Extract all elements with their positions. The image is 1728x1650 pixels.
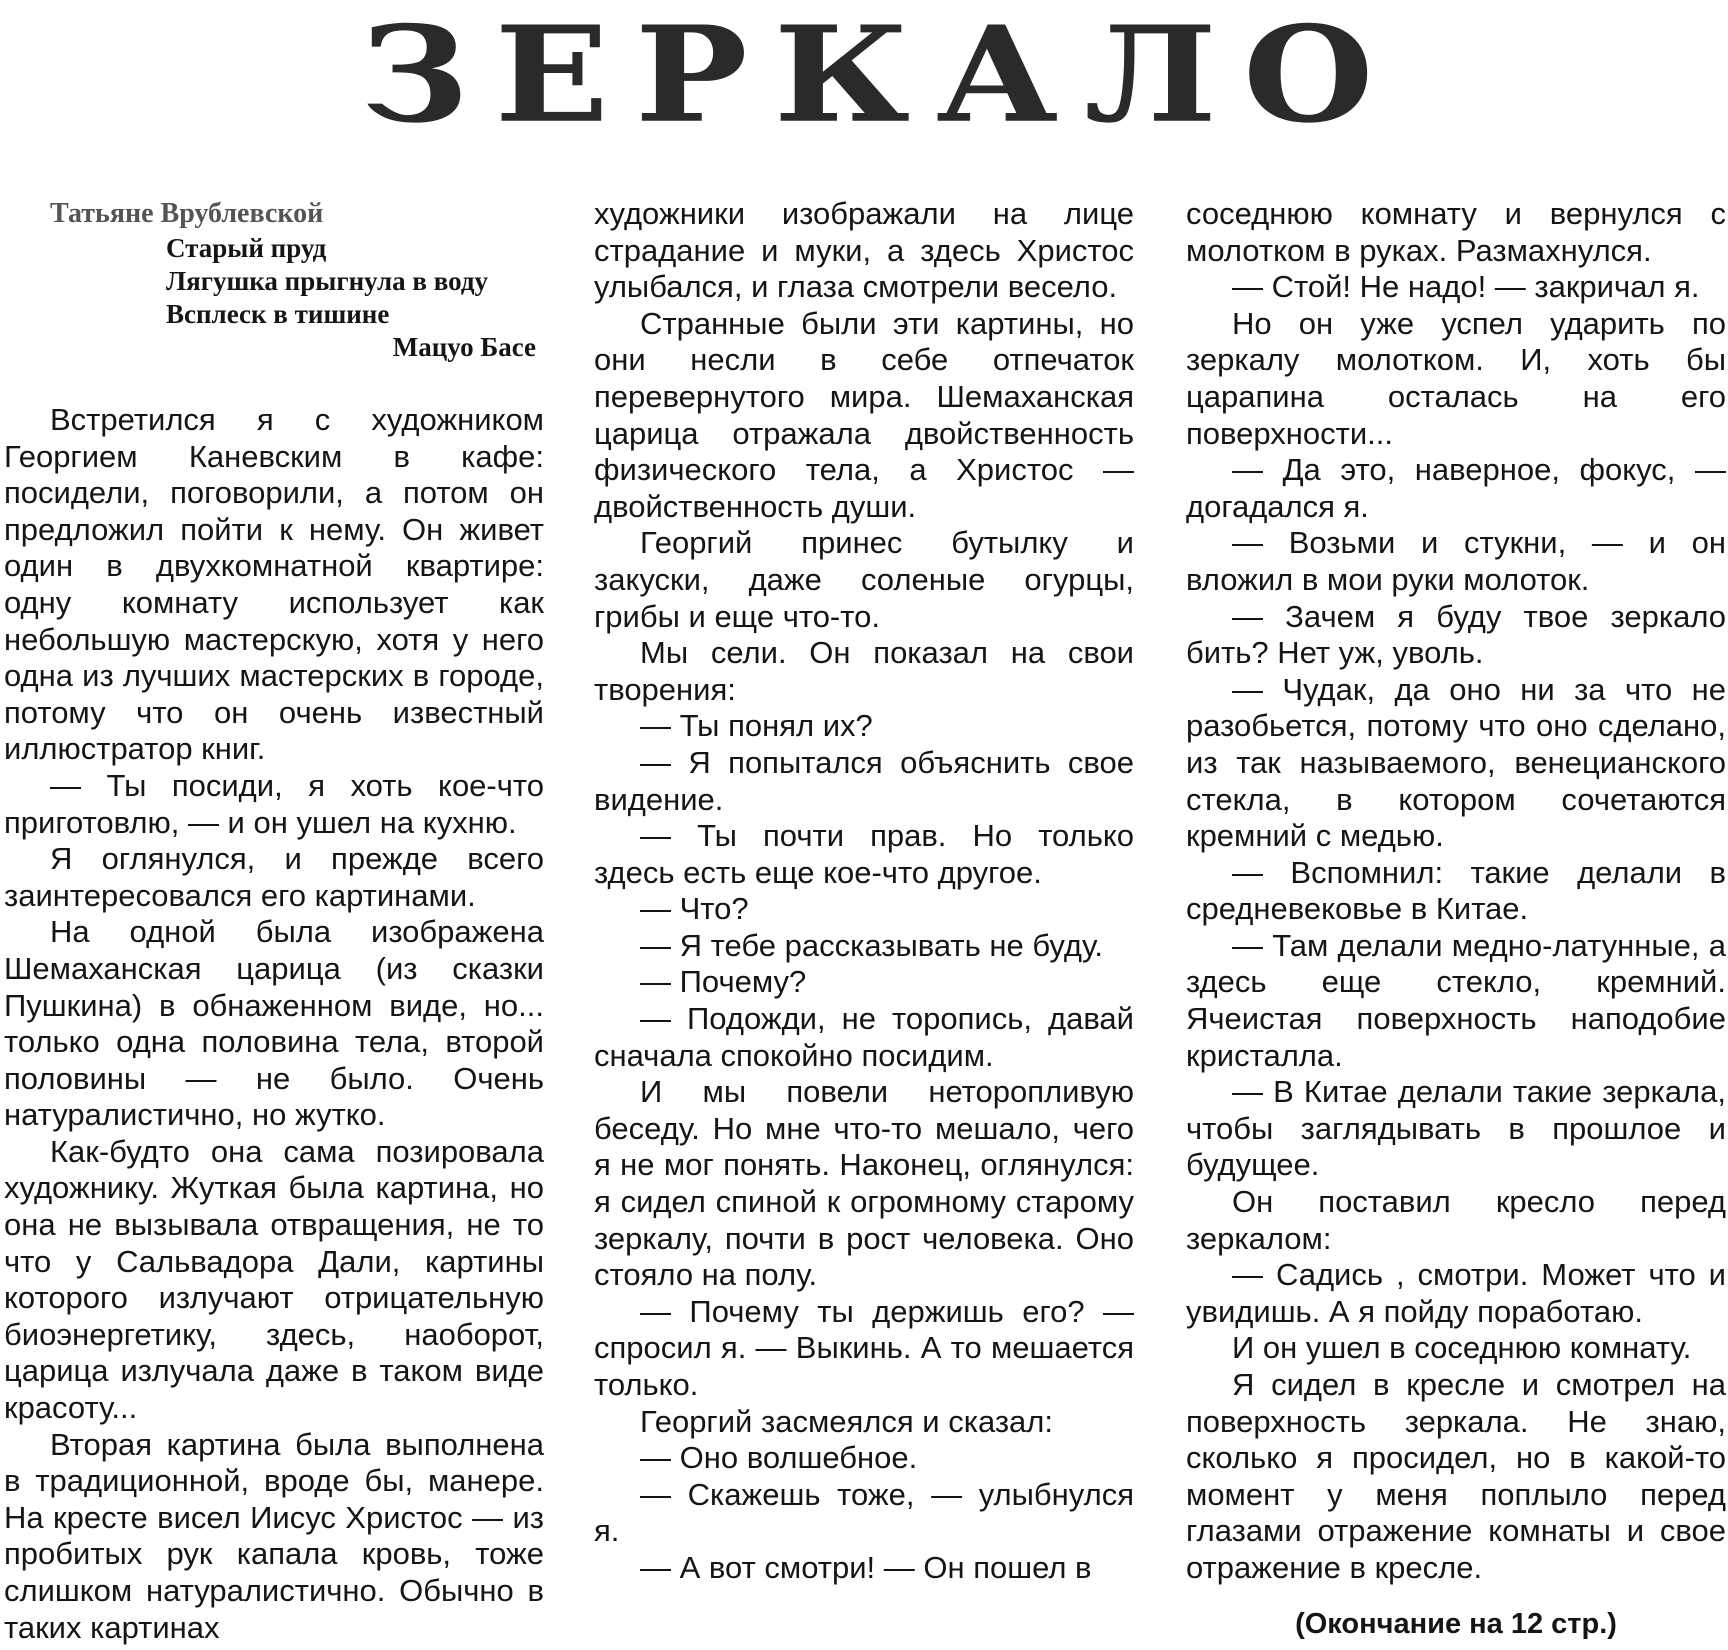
paragraph: Встретился я с художником Георгием Каневским в кафе: посидели, поговорили, а потом он предложил пойти к нему. Он живет один в двухкомнатной квартире: одну комнату использует как небольшую мастерскую, хотя у него одна из лучших мастерских в городе, потому что он очень известный иллюстратор книг. <box>4 402 544 767</box>
paragraph: Вторая картина была выполнена в традиционной, вроде бы, манере. На кресте висел Иисус Христос — из пробитых рук капала кровь, тоже слишком натуралистично. Обычно в таких картинах <box>4 1426 544 1645</box>
paragraph: — Почему? <box>640 964 807 1000</box>
epigraph-author: Мацуо Басе <box>392 332 536 362</box>
paragraph: — Ты понял их? <box>640 708 873 744</box>
masthead <box>170 0 1590 153</box>
paragraph: — Ты посиди, я хоть кое-что приготовлю, — и он ушел на кухню. <box>4 767 544 840</box>
paragraph: — Я попытался объяснить свое видение. <box>594 744 1134 817</box>
paragraph: Мы сели. Он показал на свои творения: <box>594 635 1134 707</box>
paragraph: — Подожди, не торопись, давай сначала спокойно посидим. <box>594 1001 1134 1073</box>
paragraph: — Садись , смотри. Может что и увидишь. А я пойду поработаю. <box>1186 1257 1726 1329</box>
paragraph: — Да это, наверное, фокус, — догадался я. <box>1186 452 1726 524</box>
paragraph: — Чудак, да оно ни за что не разобьется, потому что оно сделано, из так называемого, венецианского стекла, в котором сочетаются кремний с медью. <box>1186 671 1726 854</box>
paragraph: Странные были эти картины, но они несли в себе отпечаток перевернутого мира. Шемаханская царица отражала двойственность физического тела, а Христос — двойственность души. <box>594 305 1134 524</box>
column-3 <box>1186 196 1726 1587</box>
column-1 <box>4 196 544 1646</box>
paragraph: Георгий засмеялся и сказал: <box>640 1403 1053 1439</box>
paragraph: Как-будто она сама позировала художнику. Жуткая была картина, но она не вызывала отвращения, не то что у Сальвадора Дали, картины которого излучают отрицательную биоэнергетику, здесь, наоборот, царица излучала даже в таком виде красоту... <box>4 1133 544 1426</box>
masthead-title: ЗЕРКАЛО <box>360 0 1400 153</box>
epigraph-line: Лягушка прыгнула в воду <box>166 266 488 296</box>
paragraph: соседнюю комнату и вернулся с молотком в руках. Размахнулся. <box>1186 196 1726 268</box>
epigraph-line: Всплеск в тишине <box>166 299 390 329</box>
dedication: Татьяне Врублевской <box>50 198 324 229</box>
paragraph: И он ушел в соседнюю комнату. <box>1232 1330 1692 1366</box>
paragraph: Георгий принес бутылку и закуски, даже соленые огурцы, грибы и еще что-то. <box>594 525 1134 634</box>
paragraph: художники изображали на лице страдание и муки, а здесь Христос улыбался, и глаза смотрели весело. <box>594 196 1134 305</box>
paragraph: — Я тебе рассказывать не буду. <box>640 927 1103 963</box>
paragraph: Но он уже успел ударить по зеркалу молотком. И, хоть бы царапина осталась на его поверхности... <box>1186 305 1726 451</box>
column-2 <box>594 196 1134 1587</box>
paragraph: Я сидел в кресле и смотрел на поверхность зеркала. Не знаю, сколько я просидел, но в какой-то момент у меня поплыло перед глазами отражение комнаты и свое отражение в кресле. <box>1186 1367 1726 1585</box>
paragraph: Я оглянулся, и прежде всего заинтересовался его картинами. <box>4 841 544 913</box>
paragraph: — Возьми и стукни, — и он вложил в мои руки молоток. <box>1186 525 1726 597</box>
continued-note: (Окончание на 12 стр.) <box>1295 1608 1617 1640</box>
paragraph: — Вспомнил: такие делали в средневековье в Китае. <box>1186 854 1726 927</box>
paragraph: На одной была изображена Шемаханская царица (из сказки Пушкина) в обнаженном виде, но... только одна половина тела, второй половины — не было. Очень натуралистично, но жутко. <box>4 914 544 1133</box>
paragraph: — Оно волшебное. <box>640 1440 918 1476</box>
paragraph: — В Китае делали такие зеркала, чтобы заглядывать в прошлое и будущее. <box>1186 1074 1726 1183</box>
epigraph <box>4 232 544 364</box>
paragraph: — Стой! Не надо! — закричал я. <box>1232 269 1700 305</box>
paragraph: — Там делали медно-латунные, а здесь еще стекло, кремний. Ячеистая поверхность наподобие кристалла. <box>1186 927 1726 1073</box>
paragraph: — Почему ты держишь его? — спросил я. — Выкинь. А то мешается только. <box>594 1293 1134 1402</box>
paragraph: И мы повели неторопливую беседу. Но мне что-то мешало, чего я не мог понять. Наконец, оглянулся: я сидел спиной к огромному старому зеркалу, почти в рост человека. Оно стояло на полу. <box>594 1074 1134 1293</box>
paragraph: — Зачем я буду твое зеркало бить? Нет уж, уволь. <box>1186 598 1726 671</box>
paragraph: — Что? <box>640 891 749 927</box>
paragraph: — А вот смотри! — Он пошел в <box>640 1549 1092 1585</box>
paragraph: — Скажешь тоже, — улыбнулся я. <box>594 1476 1134 1549</box>
epigraph-line: Старый пруд <box>166 233 327 263</box>
paragraph: — Ты почти прав. Но только здесь есть еще кое-что другое. <box>594 818 1134 890</box>
paragraph: Он поставил кресло перед зеркалом: <box>1186 1184 1726 1256</box>
